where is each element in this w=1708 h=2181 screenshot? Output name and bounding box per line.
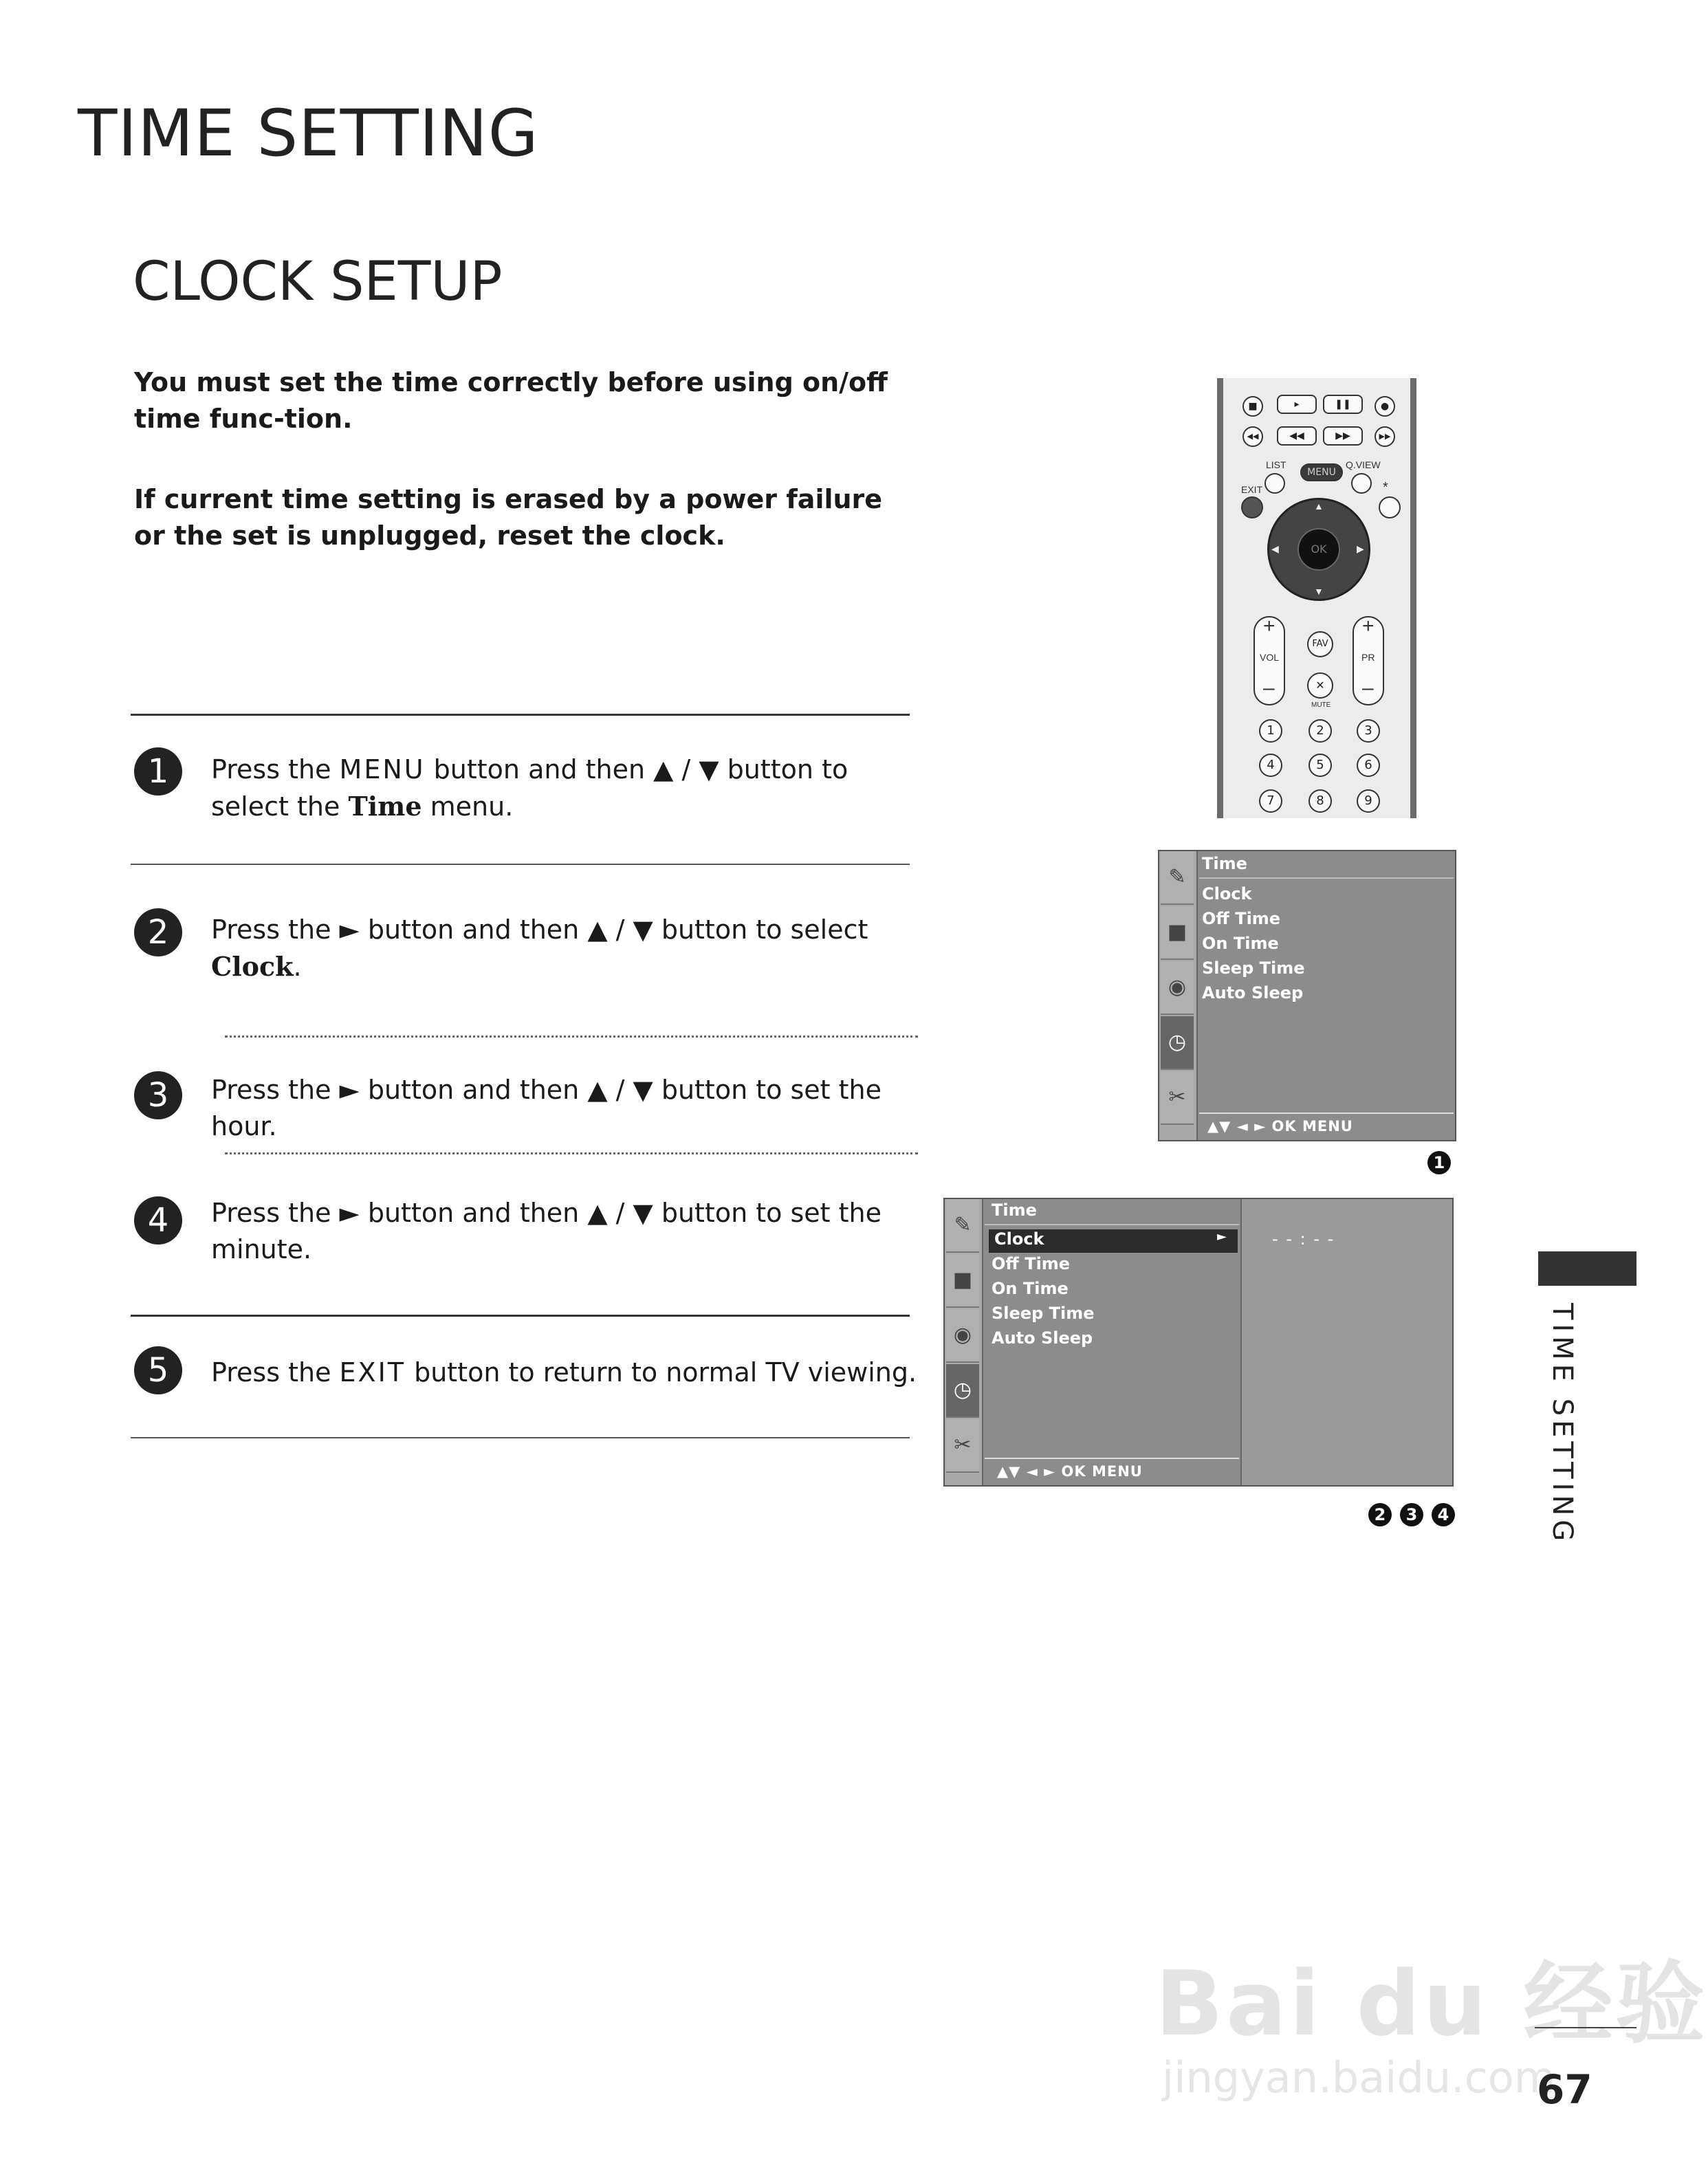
option-icon: ✂ xyxy=(946,1419,979,1473)
step-number: 3 xyxy=(134,1071,182,1119)
menu-title: Time xyxy=(992,1201,1037,1220)
figure-label: 3 xyxy=(1400,1503,1423,1526)
step-4-text: Press the ► button and then ▲ / ▼ button to set the minute. xyxy=(211,1198,882,1264)
qview-label: Q.VIEW xyxy=(1346,459,1381,470)
picture-icon: ■ xyxy=(1161,906,1194,960)
program-down-icon: – xyxy=(1362,677,1374,699)
step-text-part: Press the xyxy=(211,1357,340,1388)
play-icon: ▸ xyxy=(1277,395,1317,414)
number-key-9: 9 xyxy=(1357,789,1380,813)
step-number: 1 xyxy=(134,747,182,796)
figure-label: 2 xyxy=(1368,1503,1392,1526)
list-button xyxy=(1264,473,1285,494)
mute-label: MUTE xyxy=(1311,701,1331,709)
step-text-part: Press the ► button and then ▲ / ▼ button to select xyxy=(211,914,868,945)
menu-item-auto-sleep: Auto Sleep xyxy=(1202,983,1304,1002)
star-button xyxy=(1379,496,1401,518)
exit-button xyxy=(1241,496,1263,518)
watermark-url: jingyan.baidu.com xyxy=(1162,2052,1556,2103)
step-3-text: Press the ► button and then ▲ / ▼ button to set the hour. xyxy=(211,1075,882,1141)
time-keyword: Time xyxy=(348,791,422,822)
menu-keyword: MENU xyxy=(339,754,426,785)
volume-up-icon: + xyxy=(1263,615,1275,637)
number-key-3: 3 xyxy=(1357,719,1380,743)
menu-category-sidebar xyxy=(945,1199,983,1485)
volume-down-icon: – xyxy=(1263,677,1275,699)
skip-back-icon: ◀◀ xyxy=(1242,426,1263,447)
footer-separator xyxy=(985,1458,1239,1459)
chapter-tab-marker xyxy=(1538,1251,1636,1286)
watermark: Bai du 经验 xyxy=(1155,1951,1708,2056)
left-arrow-icon: ◀ xyxy=(1271,543,1279,554)
setup-icon: ✎ xyxy=(946,1199,979,1253)
submenu-arrow-icon: ► xyxy=(1217,1229,1227,1244)
menu-item-off-time: Off Time xyxy=(992,1254,1071,1273)
ok-button: OK xyxy=(1298,528,1340,571)
menu-item-clock: Clock xyxy=(994,1229,1044,1249)
footer-separator xyxy=(1199,1113,1454,1114)
step-number: 4 xyxy=(134,1196,182,1245)
exit-keyword: EXIT xyxy=(339,1357,406,1388)
menu-category-sidebar xyxy=(1159,851,1198,1140)
dotted-divider xyxy=(225,1152,918,1154)
time-icon: ◷ xyxy=(946,1364,979,1418)
section-title: CLOCK SETUP xyxy=(133,251,503,313)
skip-forward-icon: ▶▶ xyxy=(1375,426,1395,447)
step-text-part: Press the xyxy=(211,754,340,785)
time-menu-screen-1 xyxy=(1158,850,1456,1141)
page-number-rule xyxy=(1535,2027,1636,2028)
list-label: LIST xyxy=(1266,459,1287,470)
step-5-text xyxy=(211,1355,926,1391)
number-key-1: 1 xyxy=(1259,719,1282,743)
remote-control-illustration xyxy=(1217,378,1416,818)
divider xyxy=(131,864,910,865)
title-separator xyxy=(1199,877,1454,879)
volume-label: VOL xyxy=(1260,652,1280,663)
program-label: PR xyxy=(1361,652,1375,663)
intro-paragraph-2: If current time setting is erased by a power failure or the set is unplugged, reset the clock. xyxy=(134,484,883,551)
chapter-side-label: TIME SETTING xyxy=(1546,1303,1578,1546)
time-menu-screen-2 xyxy=(943,1198,1454,1487)
divider xyxy=(131,714,910,716)
number-key-5: 5 xyxy=(1309,754,1332,777)
menu-item-on-time: On Time xyxy=(992,1279,1069,1298)
setup-icon: ✎ xyxy=(1161,851,1194,905)
divider xyxy=(131,1315,910,1317)
menu-item-off-time: Off Time xyxy=(1202,909,1281,928)
menu-footer-hints: ▲▼ ◄ ► OK MENU xyxy=(1207,1118,1353,1135)
step-text-part: button to return to normal TV viewing. xyxy=(406,1357,917,1388)
step-2-text xyxy=(211,912,926,985)
menu-item-sleep-time: Sleep Time xyxy=(992,1304,1095,1323)
step-text-part: button and then ▲ / ▼ button to select the xyxy=(211,754,848,822)
menu-footer-hints: ▲▼ ◄ ► OK MENU xyxy=(997,1463,1143,1480)
fav-button: FAV xyxy=(1307,631,1333,657)
rewind-icon: ◀◀ xyxy=(1277,426,1317,446)
number-key-6: 6 xyxy=(1357,754,1380,777)
clock-keyword: Clock xyxy=(211,951,294,982)
exit-label: EXIT xyxy=(1241,484,1263,495)
star-label: * xyxy=(1383,480,1388,495)
down-arrow-icon: ▼ xyxy=(1314,586,1324,597)
right-arrow-icon: ▶ xyxy=(1357,543,1364,554)
mute-icon: ✕ xyxy=(1307,672,1333,699)
figure-label: 1 xyxy=(1427,1151,1451,1174)
title-separator xyxy=(985,1224,1239,1225)
number-key-4: 4 xyxy=(1259,754,1282,777)
step-text-part: menu. xyxy=(421,791,514,822)
number-key-7: 7 xyxy=(1259,789,1282,813)
figure-label: 4 xyxy=(1432,1503,1455,1526)
pause-icon: ❚❚ xyxy=(1323,395,1363,414)
stop-icon: ■ xyxy=(1242,396,1263,417)
up-arrow-icon: ▲ xyxy=(1314,501,1324,512)
option-icon: ✂ xyxy=(1161,1071,1194,1125)
menu-item-sleep-time: Sleep Time xyxy=(1202,958,1305,978)
number-key-2: 2 xyxy=(1309,719,1332,743)
step-1-text xyxy=(211,752,926,825)
menu-button: MENU xyxy=(1300,463,1343,481)
page-title: TIME SETTING xyxy=(78,96,539,171)
menu-title: Time xyxy=(1202,854,1247,873)
number-key-8: 8 xyxy=(1309,789,1332,813)
menu-item-on-time: On Time xyxy=(1202,934,1279,953)
qview-button xyxy=(1351,473,1372,494)
fast-forward-icon: ▶▶ xyxy=(1323,426,1363,446)
clock-value: - - : - - xyxy=(1272,1229,1335,1249)
step-text-part: . xyxy=(293,952,302,982)
dotted-divider xyxy=(225,1035,918,1038)
audio-icon: ◉ xyxy=(946,1309,979,1363)
step-number: 5 xyxy=(134,1346,182,1394)
step-number: 2 xyxy=(134,908,182,956)
menu-item-auto-sleep: Auto Sleep xyxy=(992,1328,1093,1348)
page-number: 67 xyxy=(1537,2066,1592,2113)
picture-icon: ■ xyxy=(946,1254,979,1308)
program-up-icon: + xyxy=(1362,615,1375,637)
time-icon: ◷ xyxy=(1161,1016,1194,1070)
record-icon: ● xyxy=(1375,396,1395,417)
audio-icon: ◉ xyxy=(1161,961,1194,1015)
divider xyxy=(131,1437,910,1438)
menu-item-clock: Clock xyxy=(1202,884,1252,903)
intro-paragraph-1: You must set the time correctly before using on/off time func-tion. xyxy=(134,367,888,434)
